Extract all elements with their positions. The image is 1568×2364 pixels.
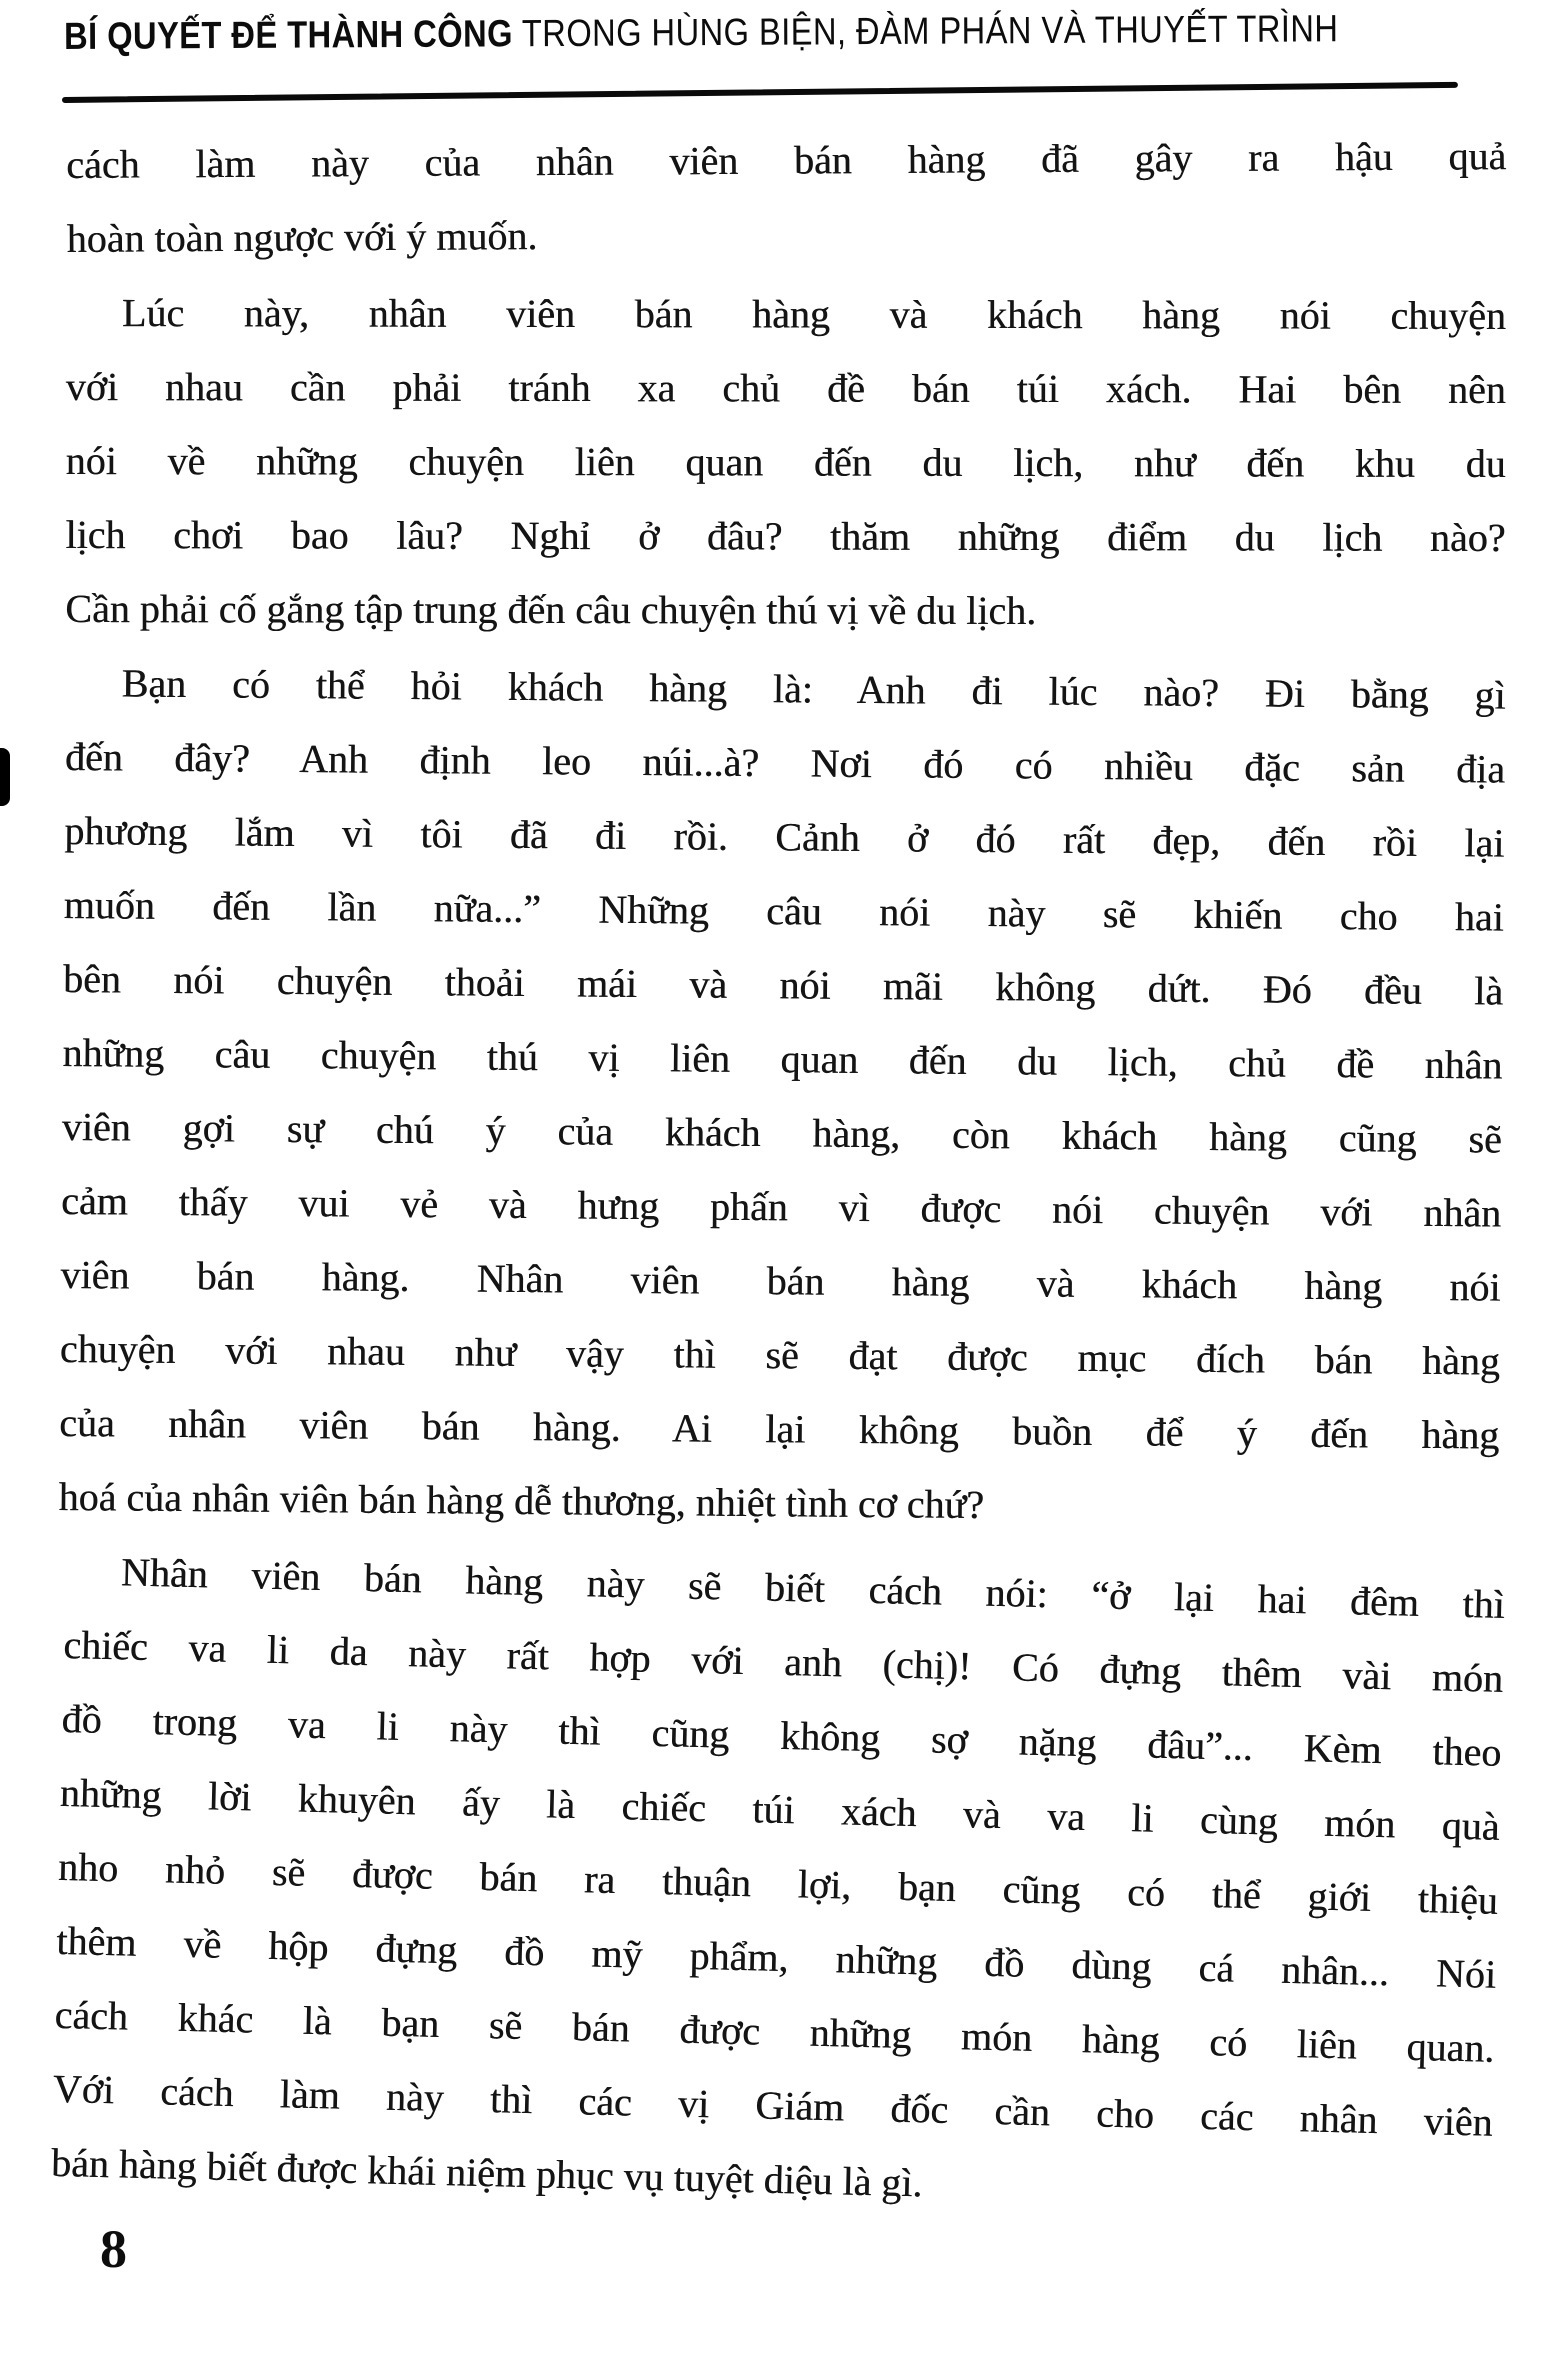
- text-line: hoá của nhân viên bán hàng dễ thương, nhiệt tình cơ chứ?: [58, 1473, 985, 1528]
- running-header-title-regular: TRONG HÙNG BIỆN, ĐÀM PHÁN VÀ THUYẾT TRÌNH: [512, 8, 1339, 56]
- running-header: [64, 8, 1339, 59]
- text-line: phương lắm vì tôi đã đi rồi. Cảnh ở đó rất đẹp, đến rồi lại: [64, 807, 1505, 866]
- text-line: Với cách làm này thì các vị Giám đốc cần cho các nhân viên: [52, 2065, 1494, 2145]
- paragraph: [66, 119, 1507, 276]
- text-line: cảm thấy vui vẻ và hưng phấn vì được nói chuyện với nhân: [60, 1177, 1502, 1236]
- text-line: nho nhỏ sẽ được bán ra thuận lợi, bạn cũng có thể giới thiệu: [57, 1843, 1499, 1923]
- text-line: đến đây? Anh định leo núi...à? Nơi đó có nhiều đặc sản địa: [64, 733, 1506, 792]
- text-line: muốn đến lần nữa...” Những câu nói này sẽ khiến cho hai: [63, 881, 1504, 940]
- text-line: lịch chơi bao lâu? Nghỉ ở đâu? thăm những điểm du lịch nào?: [65, 511, 1506, 561]
- page-number: 8: [100, 2219, 127, 2279]
- text-line: chuyện với nhau như vậy thì sẽ đạt được mục đích bán hàng: [59, 1325, 1501, 1384]
- text-line: những câu chuyện thú vị liên quan đến du lịch, chủ đề nhân: [62, 1029, 1503, 1088]
- header-rule: [62, 82, 1458, 103]
- paragraph: [50, 1534, 1505, 2234]
- text-line: Bạn có thể hỏi khách hàng là: Anh đi lúc nào? Đi bằng gì: [121, 660, 1506, 718]
- text-line: Lúc này, nhân viên bán hàng và khách hàng nói chuyện: [121, 290, 1506, 339]
- paragraph: [65, 276, 1506, 649]
- text-line: bên nói chuyện thoải mái và nói mãi không dứt. Đó đều là: [62, 955, 1504, 1014]
- text-line: thêm về hộp đựng đồ mỹ phẩm, những đồ dùng cá nhân... Nói: [55, 1917, 1497, 1997]
- text-line: viên bán hàng. Nhân viên bán hàng và khách hàng nói: [60, 1251, 1501, 1310]
- text-line: của nhân viên bán hàng. Ai lại không buồn để ý đến hàng: [59, 1399, 1500, 1458]
- text-line: Cần phải cố gắng tập trung đến câu chuyện thú vị về du lịch.: [65, 585, 1037, 634]
- text-line: chiếc va li da này rất hợp với anh (chị)! Có đựng thêm vài món: [62, 1621, 1504, 1701]
- text-line: nói về những chuyện liên quan đến du lịch, như đến khu du: [65, 437, 1506, 487]
- text-line: đồ trong va li này thì cũng không sợ nặng đâu”... Kèm theo: [61, 1695, 1502, 1775]
- text-line: bán hàng biết được khái niệm phục vụ tuyệt diệu là gì.: [50, 2139, 923, 2206]
- text-line: cách khác là bạn sẽ bán được những món hàng có liên quan.: [54, 1991, 1495, 2071]
- scan-ink-artifact: [0, 748, 10, 806]
- text-line: với nhau cần phải tránh xa chủ đề bán túi xách. Hai bên nên: [65, 363, 1506, 413]
- page-body: [50, 128, 1507, 2206]
- text-line: viên gợi sự chú ý của khách hàng, còn khách hàng cũng sẽ: [61, 1103, 1502, 1162]
- text-line: Nhân viên bán hàng này sẽ biết cách nói: “ở lại hai đêm thì: [120, 1549, 1506, 1627]
- paragraph: [58, 646, 1506, 1547]
- text-line: cách làm này của nhân viên bán hàng đã gây ra hậu quả: [66, 133, 1507, 187]
- text-line: hoàn toàn ngược với ý muốn.: [66, 213, 538, 261]
- running-header-title-bold: BÍ QUYẾT ĐỂ THÀNH CÔNG: [64, 13, 514, 58]
- text-line: những lời khuyên ấy là chiếc túi xách và va li cùng món quà: [59, 1769, 1501, 1849]
